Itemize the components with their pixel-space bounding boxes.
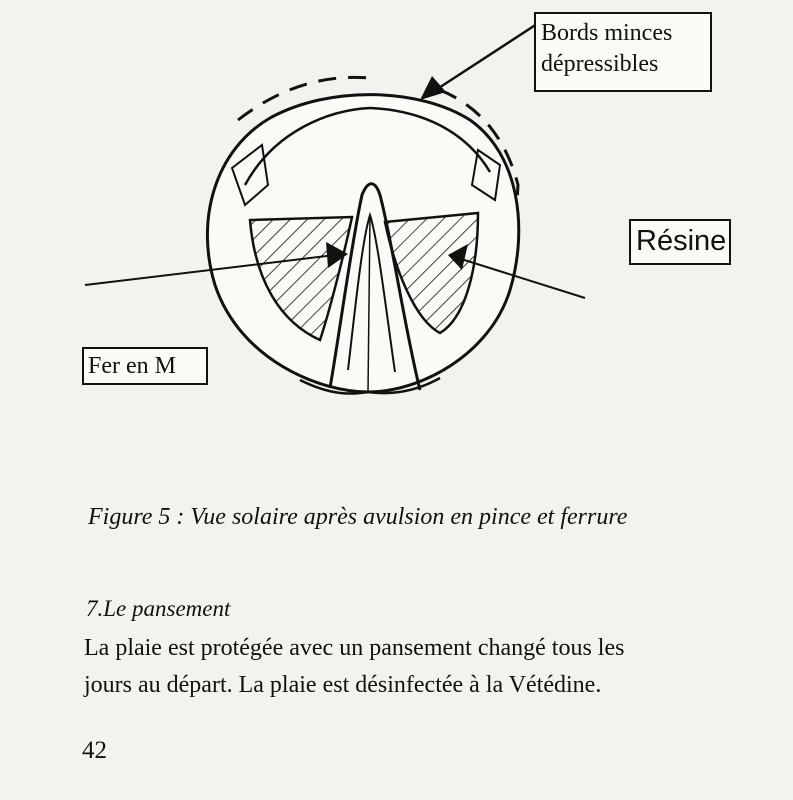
- label-bords-line1: Bords minces: [541, 20, 673, 46]
- section-title: 7.Le pansement: [86, 596, 231, 621]
- arrowhead-bords: [420, 76, 446, 100]
- figure-caption: Figure 5 : Vue solaire après avulsion en pince et ferrure: [88, 504, 628, 530]
- label-bords-line2: dépressibles: [541, 51, 659, 77]
- label-fer-en-m: Fer en M: [82, 347, 208, 385]
- page-number: 42: [82, 737, 107, 764]
- body-line: jours au départ. La plaie est désinfectée à la Vétédine.: [84, 672, 602, 698]
- body-paragraph: [84, 630, 774, 704]
- label-bords-minces: [534, 12, 712, 92]
- pointer-bords: [428, 22, 540, 95]
- label-resine: Résine: [629, 219, 731, 265]
- body-line: La plaie est protégée avec un pansement changé tous les: [84, 635, 625, 661]
